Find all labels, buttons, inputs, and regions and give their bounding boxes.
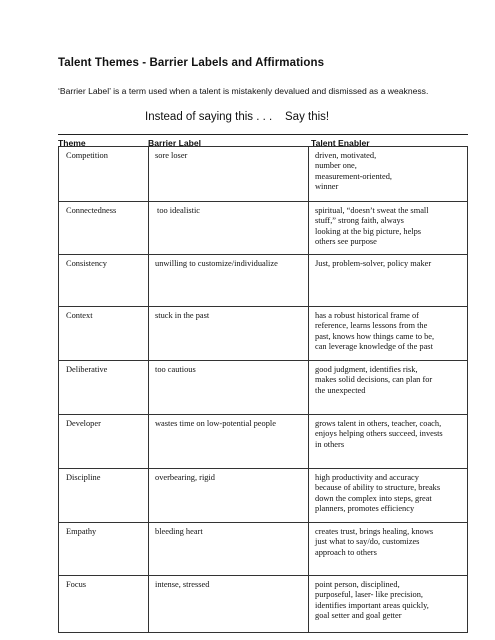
- theme-cell: Developer: [66, 419, 101, 428]
- enabler-line: goal setter and goal getter: [315, 610, 402, 620]
- enabler-cell: [315, 527, 465, 558]
- header-rule: [58, 134, 468, 135]
- barrier-cell: sore loser: [155, 151, 188, 160]
- enabler-line: stuff,” strong faith, always: [315, 216, 404, 226]
- table-border-left: [58, 146, 59, 632]
- enabler-cell: [315, 473, 465, 514]
- enabler-line: high productivity and accuracy: [315, 473, 419, 482]
- barrier-cell: stuck in the past: [155, 311, 210, 320]
- enabler-line: identifies important areas quickly,: [315, 600, 429, 610]
- intro-text: ‘Barrier Label’ is a term used when a talent is mistakenly devalued and dismissed as a weakness.: [58, 86, 429, 96]
- enabler-cell: [315, 419, 465, 450]
- theme-cell: Connectedness: [66, 206, 117, 215]
- enabler-line: has a robust historical frame of: [315, 311, 419, 320]
- enabler-line: Just, problem-solver, policy maker: [315, 259, 432, 268]
- enabler-line: winner: [315, 181, 339, 191]
- enabler-line: in others: [315, 439, 345, 449]
- enabler-line: spiritual, “doesn’t sweat the small: [315, 206, 429, 215]
- table-row: [58, 201, 468, 255]
- enabler-line: measurement-oriented,: [315, 171, 392, 181]
- enabler-line: driven, motivated,: [315, 151, 377, 160]
- barrier-cell: unwilling to customize/individualize: [155, 259, 278, 268]
- theme-cell: Competition: [66, 151, 108, 160]
- theme-cell: Empathy: [66, 527, 97, 536]
- table-row: [58, 306, 468, 361]
- enabler-line: enjoys helping others succeed, invests: [315, 429, 443, 439]
- column-header-theme: Theme: [58, 138, 86, 148]
- enabler-line: can leverage knowledge of the past: [315, 341, 433, 351]
- enabler-line: looking at the big picture, helps: [315, 226, 422, 236]
- enabler-line: number one,: [315, 161, 357, 171]
- theme-cell: Focus: [66, 580, 87, 589]
- say-this-label: Say this!: [285, 111, 330, 123]
- enabler-cell: [315, 259, 465, 269]
- enabler-cell: [315, 151, 465, 192]
- enabler-line: past, knows how things came to be,: [315, 331, 435, 341]
- enabler-line: down the complex into steps, great: [315, 493, 432, 503]
- enabler-line: just what to say/do, customizes: [315, 537, 420, 547]
- enabler-line: because of ability to structure, breaks: [315, 483, 441, 493]
- enabler-line: makes solid decisions, can plan for: [315, 375, 433, 385]
- enabler-line: the unexpected: [315, 385, 366, 395]
- theme-cell: Consistency: [66, 259, 107, 268]
- barrier-cell: overbearing, rigid: [155, 473, 215, 482]
- table-row: [58, 254, 468, 307]
- barrier-cell: bleeding heart: [155, 527, 203, 536]
- table-border-right: [467, 146, 468, 632]
- table-row: [58, 146, 468, 202]
- table-row: [58, 575, 468, 633]
- enabler-line: good judgment, identifies risk,: [315, 365, 418, 374]
- barrier-cell: too idealistic: [157, 206, 201, 215]
- table-row: [58, 468, 468, 523]
- enabler-cell: [315, 365, 465, 396]
- enabler-line: point person, disciplined,: [315, 580, 400, 589]
- column-header-talent-enabler: Talent Enabler: [311, 138, 370, 148]
- barrier-cell: intense, stressed: [155, 580, 210, 589]
- table-row: [58, 522, 468, 576]
- page-title: Talent Themes - Barrier Labels and Affirmations: [58, 57, 325, 69]
- barrier-cell: too cautious: [155, 365, 196, 374]
- enabler-line: others see purpose: [315, 236, 377, 246]
- column-divider: [308, 146, 309, 632]
- enabler-line: reference, learns lessons from the: [315, 321, 428, 331]
- enabler-line: grows talent in others, teacher, coach,: [315, 419, 442, 428]
- enabler-cell: [315, 206, 465, 247]
- column-header-barrier-label: Barrier Label: [148, 138, 202, 148]
- enabler-cell: [315, 311, 465, 352]
- column-divider: [148, 146, 149, 632]
- enabler-line: approach to others: [315, 547, 377, 557]
- theme-cell: Deliberative: [66, 365, 108, 374]
- theme-cell: Context: [66, 311, 93, 320]
- enabler-line: purposeful, laser- like precision,: [315, 590, 423, 600]
- enabler-line: creates trust, brings healing, knows: [315, 527, 434, 536]
- instead-label: Instead of saying this . . .: [145, 111, 273, 123]
- barrier-cell: wastes time on low-potential people: [155, 419, 276, 428]
- enabler-line: planners, promotes efficiency: [315, 503, 415, 513]
- enabler-cell: [315, 580, 465, 621]
- theme-cell: Discipline: [66, 473, 101, 482]
- table-row: [58, 414, 468, 469]
- table-row: [58, 360, 468, 415]
